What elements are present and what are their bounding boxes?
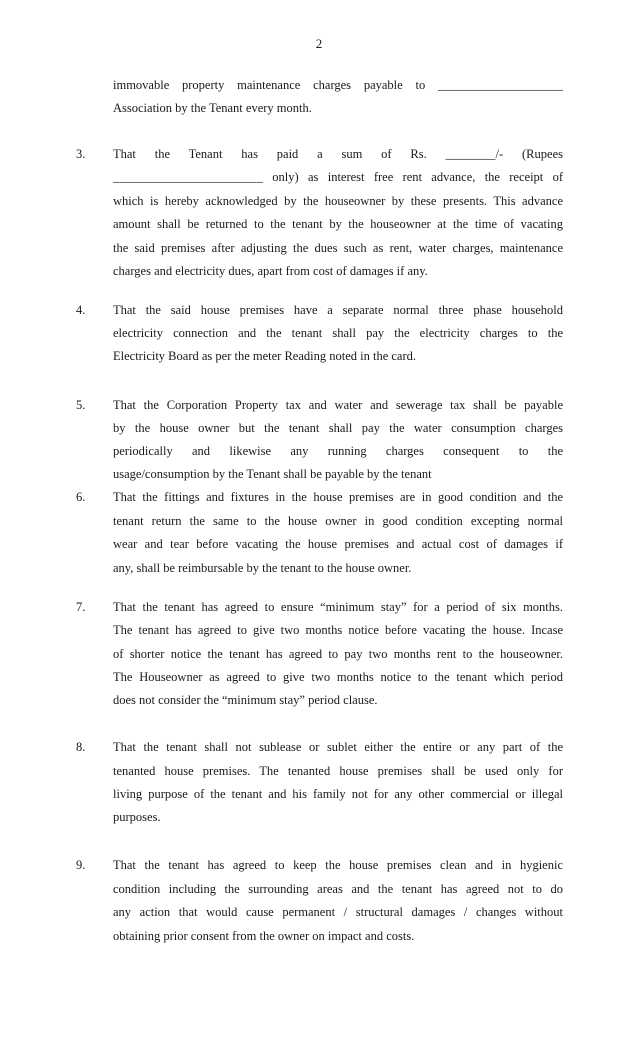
clause-line: wear and tear before vacating the house premises and actual cost of damages if (113, 537, 563, 551)
clause-number: 8. (76, 740, 86, 754)
clause-line: usage/consumption by the Tenant shall be payable by the tenant (113, 467, 432, 481)
clause-line: any action that would cause permanent / structural damages / changes without (113, 905, 563, 919)
clause-line: tenant return the same to the house owner in good condition excepting normal (113, 514, 563, 528)
clause-line: obtaining prior consent from the owner on impact and costs. (113, 929, 415, 943)
clause-line: the said premises after adjusting the dues such as rent, water charges, maintenance (113, 241, 563, 255)
clause-number: 9. (76, 858, 86, 872)
clause-line: That the tenant has agreed to keep the house premises clean and in hygienic (113, 858, 563, 872)
clause-line: The tenant has agreed to give two months notice before vacating the house. Incase (113, 623, 563, 637)
clause-number: 4. (76, 303, 86, 317)
clause-line: amount shall be returned to the tenant by the houseowner at the time of vacating (113, 217, 563, 231)
clause-line: condition including the surrounding areas and the tenant has agreed not to do (113, 882, 563, 896)
intro-line: Association by the Tenant every month. (113, 101, 312, 115)
clause-line: purposes. (113, 810, 161, 824)
clause-number: 7. (76, 600, 86, 614)
clause-line: Electricity Board as per the meter Reading noted in the card. (113, 349, 417, 363)
clause-line: charges and electricity dues, apart from cost of damages if any. (113, 264, 428, 278)
clause-line: That the Tenant has paid a sum of Rs. ________/- (Rupees (113, 147, 563, 161)
clause-line: periodically and likewise any running charges consequent to the (113, 444, 563, 458)
clause-number: 5. (76, 398, 86, 412)
clause-line: electricity connection and the tenant shall pay the electricity charges to the (113, 326, 563, 340)
clause-line: That the fittings and fixtures in the house premises are in good condition and the (113, 490, 563, 504)
clause-line: That the tenant shall not sublease or sublet either the entire or any part of the (113, 740, 563, 754)
clause-line: any, shall be reimbursable by the tenant to the house owner. (113, 561, 412, 575)
clause-line: by the house owner but the tenant shall pay the water consumption charges (113, 421, 563, 435)
clause-line: The Houseowner as agreed to give two months notice to the tenant which period (113, 670, 563, 684)
clause-line: That the tenant has agreed to ensure “minimum stay” for a period of six months. (113, 600, 563, 614)
clause-line: which is hereby acknowledged by the houseowner by these presents. This advance (113, 194, 563, 208)
clause-line: ________________________ only) as interest free rent advance, the receipt of (113, 170, 563, 184)
clause-line: of shorter notice the tenant has agreed to pay two months rent to the houseowner. (113, 647, 563, 661)
clause-line: living purpose of the tenant and his family not for any other commercial or illegal (113, 787, 563, 801)
clause-line: tenanted house premises. The tenanted house premises shall be used only for (113, 764, 563, 778)
clause-number: 6. (76, 490, 86, 504)
page-number: 2 (315, 36, 323, 51)
clause-line: That the Corporation Property tax and water and sewerage tax shall be payable (113, 398, 563, 412)
intro-line: immovable property maintenance charges payable to ____________________ (113, 78, 563, 92)
clause-number: 3. (76, 147, 86, 161)
clause-line: does not consider the “minimum stay” period clause. (113, 693, 378, 707)
clause-line: That the said house premises have a separate normal three phase household (113, 303, 563, 317)
